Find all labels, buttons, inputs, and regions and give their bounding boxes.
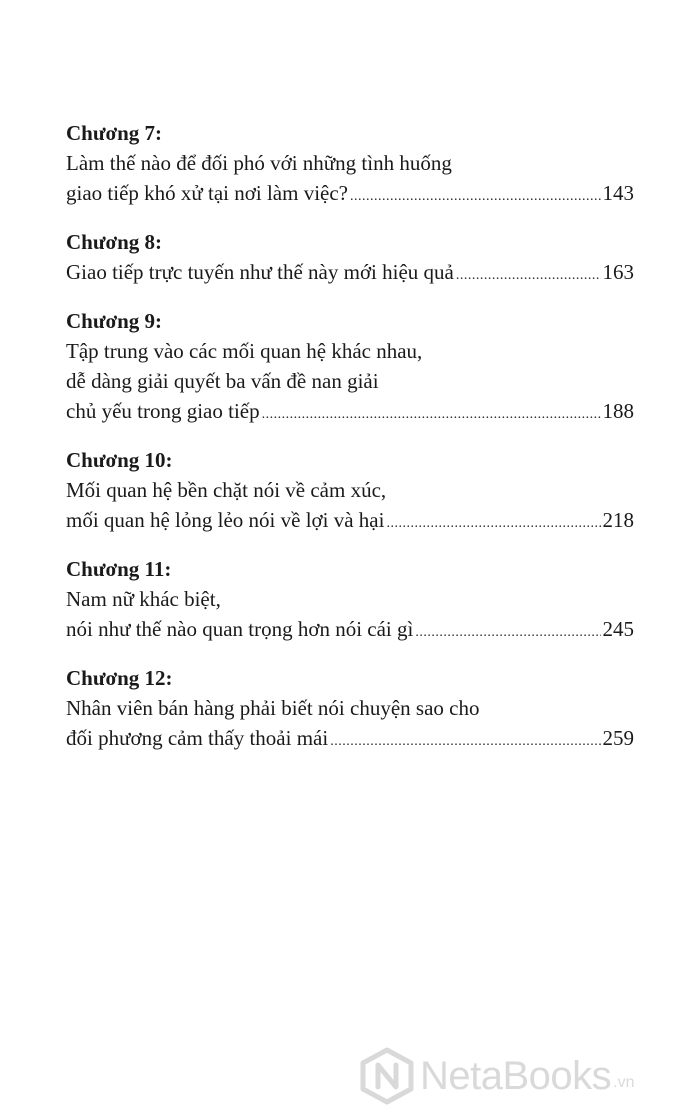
entry-title-text: nói như thế nào quan trọng hơn nói cái gì (66, 617, 414, 641)
page-number: 163 (602, 260, 634, 284)
watermark-brand-name: NetaBooks (420, 1053, 612, 1098)
entry-title-text: mối quan hệ lỏng lẻo nói về lợi và hại (66, 508, 385, 532)
entry-title-line: Tập trung vào các mối quan hệ khác nhau, (66, 339, 423, 363)
entry-title-line (66, 257, 634, 287)
chapter-title: Chương 10: (66, 448, 173, 472)
entry-title-line (66, 178, 634, 208)
toc-entry-chapter-9[interactable] (66, 306, 634, 426)
chapter-title: Chương 12: (66, 666, 173, 690)
entry-title-line: Nhân viên bán hàng phải biết nói chuyện sao cho (66, 696, 480, 720)
entry-title-text: Giao tiếp trực tuyến như thế này mới hiệu quả (66, 260, 454, 284)
page-number: 259 (602, 726, 634, 750)
entry-title-line (66, 614, 634, 644)
dot-leader (262, 400, 601, 430)
dot-leader (350, 182, 601, 212)
entry-title-line (66, 723, 634, 753)
entry-title-text: giao tiếp khó xử tại nơi làm việc? (66, 181, 348, 205)
chapter-title: Chương 11: (66, 557, 172, 581)
dot-leader (456, 261, 601, 291)
dot-leader (386, 509, 600, 539)
toc-entry-chapter-10[interactable] (66, 445, 634, 535)
table-of-contents (66, 118, 634, 772)
entry-title-line (66, 396, 634, 426)
toc-entry-chapter-12[interactable] (66, 663, 634, 753)
entry-title-line: Nam nữ khác biệt, (66, 587, 221, 611)
toc-entry-chapter-7[interactable] (66, 118, 634, 208)
entry-title-line: Mối quan hệ bền chặt nói về cảm xúc, (66, 478, 387, 502)
netabooks-logo-icon (360, 1047, 414, 1105)
watermark-domain-suffix: .vn (613, 1074, 635, 1091)
toc-entry-chapter-11[interactable] (66, 554, 634, 644)
chapter-title: Chương 9: (66, 309, 162, 333)
chapter-title: Chương 8: (66, 230, 162, 254)
page-number: 143 (602, 181, 634, 205)
page-number: 188 (602, 399, 634, 423)
toc-entry-chapter-8[interactable] (66, 227, 634, 287)
netabooks-watermark (360, 1046, 690, 1106)
chapter-title: Chương 7: (66, 121, 162, 145)
dot-leader (330, 727, 600, 757)
entry-title-line: Làm thế nào để đối phó với những tình huống (66, 151, 452, 175)
entry-title-text: đối phương cảm thấy thoải mái (66, 726, 329, 750)
dot-leader (415, 618, 600, 648)
entry-title-text: chủ yếu trong giao tiếp (66, 399, 260, 423)
entry-title-line (66, 505, 634, 535)
entry-title-line: dễ dàng giải quyết ba vấn đề nan giải (66, 369, 379, 393)
page-number: 245 (602, 617, 634, 641)
page-number: 218 (602, 508, 634, 532)
